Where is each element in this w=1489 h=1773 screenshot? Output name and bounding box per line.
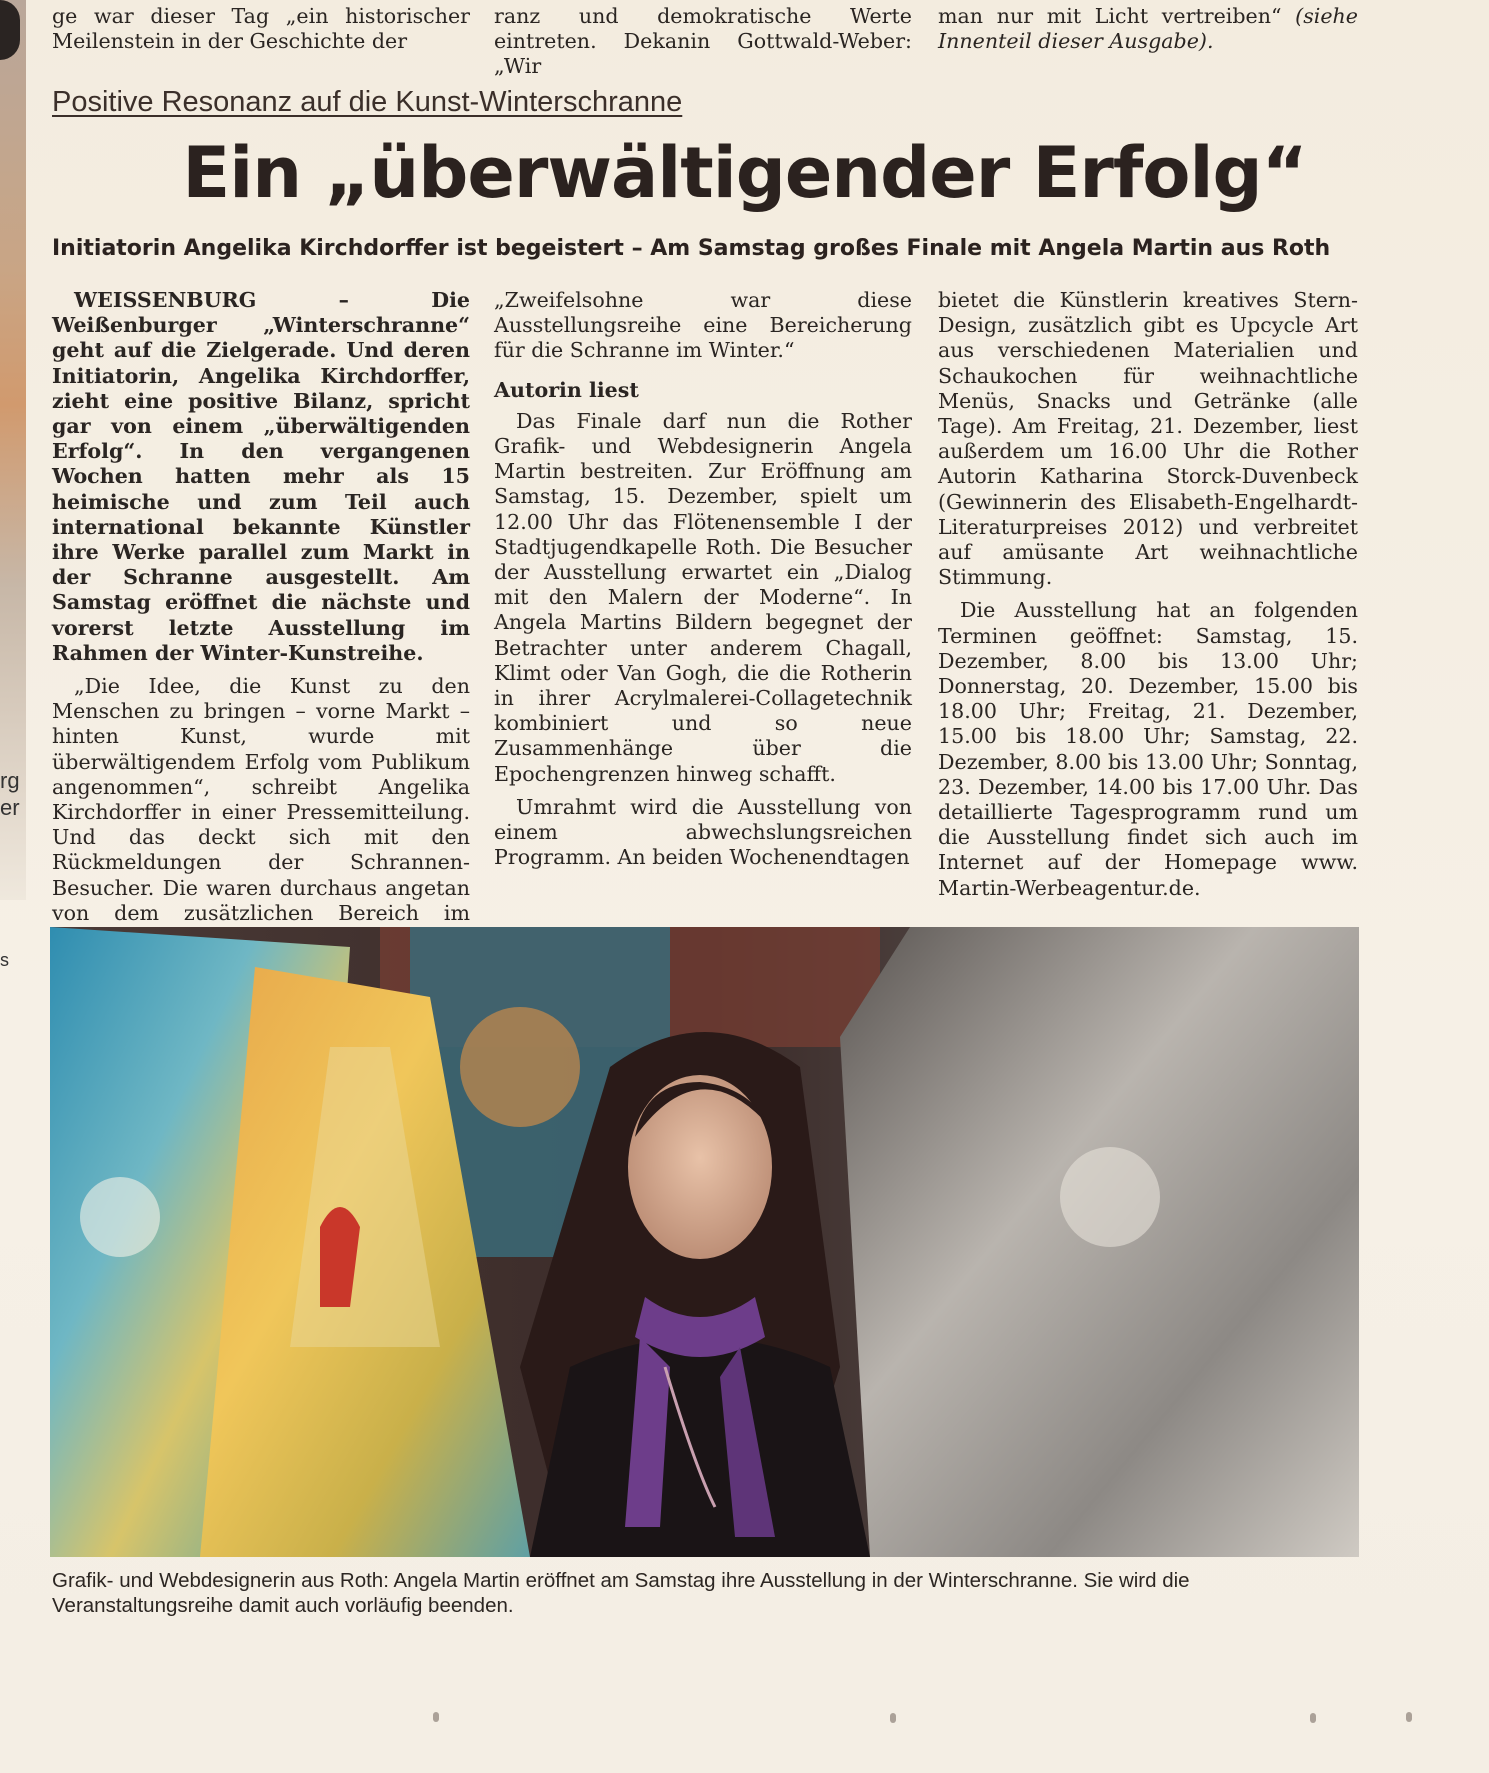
previous-article-fragment-col1: ge war dieser Tag „ein historischer Meilenstein in der Geschichte der [52,4,470,53]
body-paragraph: „Zweifelsohne war diese Ausstellungsreihe eine Bereicherung für die Schranne im Winter.“ [494,288,912,363]
margin-fragment: rg [0,768,20,793]
previous-article-fragment-col3 [938,4,1358,54]
fragment-reference: (siehe Innenteil dieser Ausgabe). [938,4,1358,53]
article-subhead: Autorin liest [494,377,639,402]
lead-paragraph: WEISSENBURG – Die Weißenburger „Winterschranne“ geht auf die Zielgerade. Und deren Initiatorin, Angelika Kirchdorffer, zieht eine positive Bilanz, spricht gar von einem „überwältigenden Erfolg“. In den vergangenen Wochen hatten mehr als 15 heimische und zum Teil auch international bekannte Künstler ihre Werke parallel zum Markt in der Schranne ausgestellt. Am Samstag eröffnet die nächste und vorerst letzte Ausstellung im Rahmen der Winter-Kunstreihe. [52,288,470,665]
scan-artifact [1310,1713,1316,1723]
body-paragraph: Die Ausstellung hat an folgenden Terminen geöffnet: Samstag, 15. Dezember, 8.00 bis 13.00 Uhr; Donnerstag, 20. Dezember, 15.00 bis 18.00 Uhr; Freitag, 21. Dezember, 15.00 bis 18.00 Uhr; Samstag, 22. Dezember, 8.00 bis 13.00 Uhr; Sonntag, 23. Dezember, 14.00 bis 17.00 Uhr. Das detaillierte Tagesprogramm rund um die Ausstellung findet sich auch im Internet auf der Homepage www. Martin-Werbeagentur.de. [938,598,1358,900]
previous-article-fragment-col2: ranz und demokratische Werte eintreten. Dekanin Gottwald-Weber: „Wir [494,4,912,78]
article-column-3 [938,288,1358,901]
body-paragraph: Das Finale darf nun die Rother Grafik- und Webdesignerin Angela Martin bestreiten. Zur Eröffnung am Samstag, 15. Dezember, spielt um 12.00 Uhr das Flötenensemble I der Stadtjugendkapelle Roth. Die Besucher der Ausstellung erwartet ein „Dialog mit den Malern der Moderne“. In Angela Martins Bildern begegnet der Betrachter unter anderem Chagall, Klimt oder Van Gogh, die die Rotherin in ihrer Acrylmalerei-Collagetechnik kombiniert und so neue Zusammenhänge über die Epochengrenzen hinweg schafft. [494,408,912,786]
margin-fragment: er [0,795,20,820]
article-headline: Ein „überwältigender Erfolg“ [182,132,1307,214]
photo-caption: Grafik- und Webdesignerin aus Roth: Angela Martin eröffnet am Samstag ihre Ausstellung in der Winterschranne. Sie wird die Veranstaltungsreihe damit auch vorläufig beenden. [52,1569,1190,1617]
body-paragraph: „Die Idee, die Kunst zu den Menschen zu bringen – vorne Markt – hinten Kunst, wurde mit überwältigendem Erfolg vom Publikum angenommen“, schreibt Angelika Kirchdorffer in einer Pressemitteilung. Und das deckt sich mit den Rückmeldungen der Schrannen-Besucher. Die waren durchaus angetan von dem zusätzlichen Bereich im [52,674,470,925]
article-deck: Initiatorin Angelika Kirchdorffer ist begeistert – Am Samstag großes Finale mit Angela Martin aus Roth [52,236,1331,261]
article-kicker: Positive Resonanz auf die Kunst-Winterschranne [52,86,683,118]
fragment-text: man nur mit Licht vertreiben“ [938,4,1282,28]
article-column-1 [52,288,470,976]
body-paragraph: Umrahmt wird die Ausstellung von einem abwechslungsreichen Programm. An beiden Wochenendtagen [494,794,912,870]
article-column-2 [494,288,912,870]
photo-artwork [50,927,1359,1557]
scan-artifact [1406,1712,1412,1722]
body-paragraph: bietet die Künstlerin kreatives Stern-Design, zusätzlich gibt es Upcycle Art aus verschiedenen Materialien und Schaukochen für weihnachtliche Menüs, Snacks und Getränke (alle Tage). Am Freitag, 21. Dezember, liest außerdem um 16.00 Uhr die Rother Autorin Katharina Storck-Duvenbeck (Gewinnerin des Elisabeth-Engelhardt-Literaturpreises 2012) und verbreitet auf amüsante Art weihnachtliche Stimmung. [938,288,1358,590]
margin-fragment: s [0,950,9,970]
scan-artifact [433,1712,439,1722]
scan-artifact [890,1713,896,1723]
article-photo [50,927,1359,1557]
